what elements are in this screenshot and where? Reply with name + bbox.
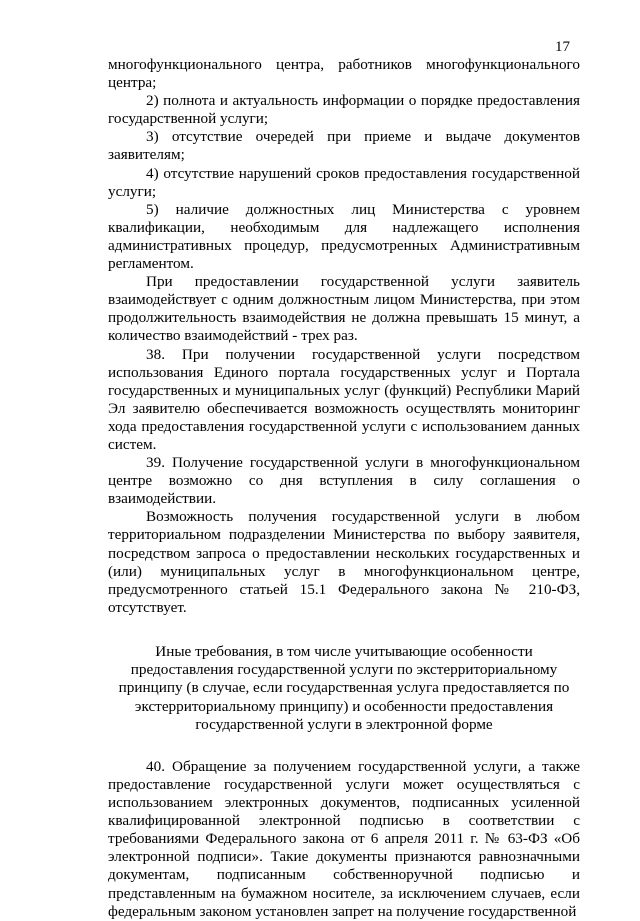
paragraph-40: 40. Обращение за получением государственной услуги, а также предоставление государственной услуги может осуществляться с использованием электронных документов, подписанных усиленной квалифицированной электронной подписью в соответствии с требованиями Федерального закона от 6 апреля 2011 г. № 63-ФЗ «Об электронной подписи». Такие документы признаются равнозначными документам, подписанным собственноручной подписью и представленным на бумажном носителе, за исключением случаев, если федеральным законом установлен запрет на получение государственной (108, 757, 580, 920)
heading-line-1: Иные требования, в том числе учитывающие особенности (155, 642, 533, 660)
heading-line-2: предоставления государственной услуги по экстерриториальному (130, 661, 558, 679)
paragraph-possibility: Возможность получения государственной услуги в любом территориальном подразделении Министерства по выбору заявителя, посредством запроса о предоставлении нескольких государственных и (или) муниципальных услуг в многофункциональном центре, предусмотренного статьей 15.1 Федерального закона № 210-ФЗ, отсутствует. (108, 508, 580, 616)
paragraph-39: 39. Получение государственной услуги в многофункциональном центре возможно со дня вступления в силу соглашения о взаимодействии. (108, 454, 580, 508)
document-body (108, 56, 580, 921)
paragraph-continuation: многофункционального центра, работников многофункционального центра; (108, 56, 580, 92)
paragraph-item-4: 4) отсутствие нарушений сроков предоставления государственной услуги; (108, 164, 580, 200)
page-number: 17 (555, 39, 570, 55)
heading-line-3: принципу (в случае, если государственная услуга предоставляется по (118, 679, 570, 697)
paragraph-interaction: При предоставлении государственной услуги заявитель взаимодействует с одним должностным лицом Министерства, при этом продолжительность взаимодействия не должна превышать 15 минут, а количество взаимодействий - трех раз. (108, 273, 580, 345)
paragraph-item-3: 3) отсутствие очередей при приеме и выдаче документов заявителям; (108, 128, 580, 164)
heading-line-5: государственной услуги в электронной форме (195, 715, 493, 733)
heading-line-4: экстерриториальному принципу) и особенности предоставления (134, 697, 554, 715)
section-heading (108, 643, 580, 734)
paragraph-item-5: 5) наличие должностных лиц Министерства с уровнем квалификации, необходимым для надлежащего исполнения административных процедур, предусмотренных Административным регламентом. (108, 200, 580, 273)
paragraph-item-2: 2) полнота и актуальность информации о порядке предоставления государственной услуги; (108, 92, 580, 128)
paragraph-38: 38. При получении государственной услуги посредством использования Единого портала государственных услуг и Портала государственных и муниципальных услуг (функций) Республики Марий Эл заявителю обеспечивается возможность осуществлять мониторинг хода предоставления государственной услуги с использованием данных систем. (108, 345, 580, 453)
